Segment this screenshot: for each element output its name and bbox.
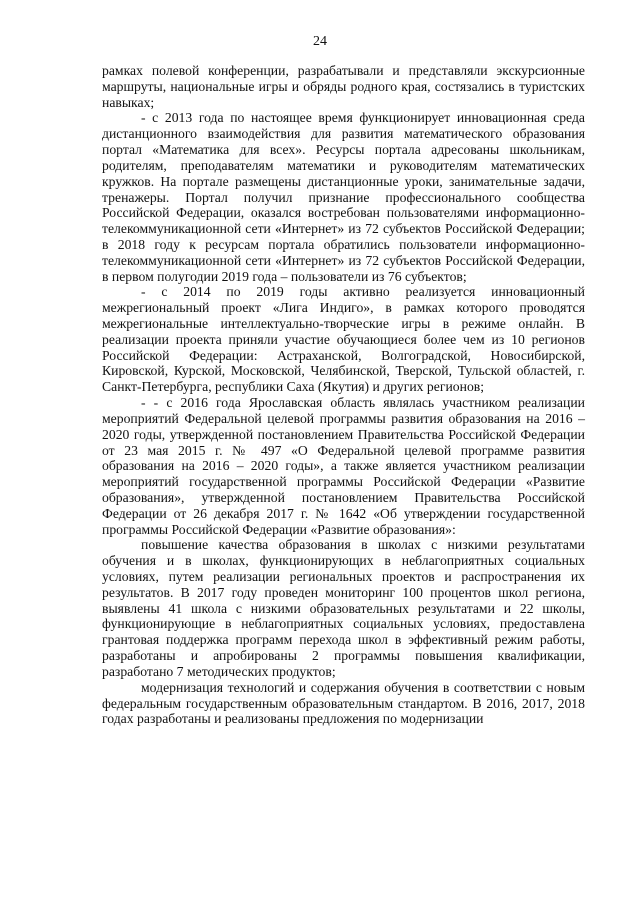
paragraph-math-portal: - с 2013 года по настоящее время функционирует инновационная среда дистанционного взаимодействия для развития математического образования портал «Математика для всех». Ресурсы портала адресованы школьникам, родителям, преподавателям математики и руководителям математических кружков. На портале размещены дистанционные уроки, занимательные задачи, тренажеры. Портал получил признание профессионального сообщества Российской Федерации, оказался востребован пользователями информационно-телекоммуникационной сети «Интернет» из 72 субъектов Российской Федерации; в 2018 году к ресурсам портала обратились пользователи информационно-телекоммуникационной сети «Интернет» из 72 субъектов Российской Федерации, в первом полугодии 2019 года – пользователи из 76 субъектов; xyxy=(102,110,585,284)
paragraph-federal-program: - - с 2016 года Ярославская область являлась участником реализации мероприятий Федеральной целевой программы развития образования на 2016 – 2020 годы, утвержденной постановлением Правительства Российской Федерации от 23 мая 2015 г. № 497 «О Федеральной целевой программе развития образования на 2016 – 2020 годы», а также является участником реализации мероприятий государственной программы Российской Федерации «Развитие образования», утвержденной постановлением Правительства Российской Федерации от 26 декабря 2017 г. № 1642 «Об утверждении государственной программы Российской Федерации «Развитие образования»: xyxy=(102,395,585,537)
paragraph-excursion-routes: рамках полевой конференции, разрабатывали и представляли экскурсионные маршруты, национальные игры и обряды родного края, состязались в туристских навыках; xyxy=(102,63,585,110)
paragraph-education-quality: повышение качества образования в школах с низкими результатами обучения и в школах, функционирующих в неблагоприятных социальных условиях, путем реализации региональных проектов и распространения их результатов. В 2017 году проведен мониторинг 100 процентов школ региона, выявлены 41 школа с низкими образовательных результатами и 22 школы, функционирующие в неблагоприятных социальных условиях, предоставлена грантовая поддержка программ перехода школ в эффективный режим работы, разработаны и апробированы 2 программы повышения квалификации, разработано 7 методических продуктов; xyxy=(102,537,585,679)
page-number: 24 xyxy=(313,34,327,49)
paragraph-modernization: модернизация технологий и содержания обучения в соответствии с новым федеральным государственным образовательным стандартом. В 2016, 2017, 2018 годах разработаны и реализованы предложения по модернизации xyxy=(102,679,585,727)
paragraph-indigo-league: - с 2014 по 2019 годы активно реализуется инновационный межрегиональный проект «Лига Индиго», в рамках которого проводятся межрегиональные интеллектуально-творческие игры в режиме онлайн. В реализации проекта приняли участие обучающиеся более чем из 10 регионов Российской Федерации: Астраханской, Волгоградской, Новосибирской, Кировской, Курской, Московской, Челябинской, Тверской, Тульской областей, г. Санкт-Петербурга, республики Саха (Якутия) и других регионов; xyxy=(102,284,585,395)
document-body xyxy=(102,63,585,727)
